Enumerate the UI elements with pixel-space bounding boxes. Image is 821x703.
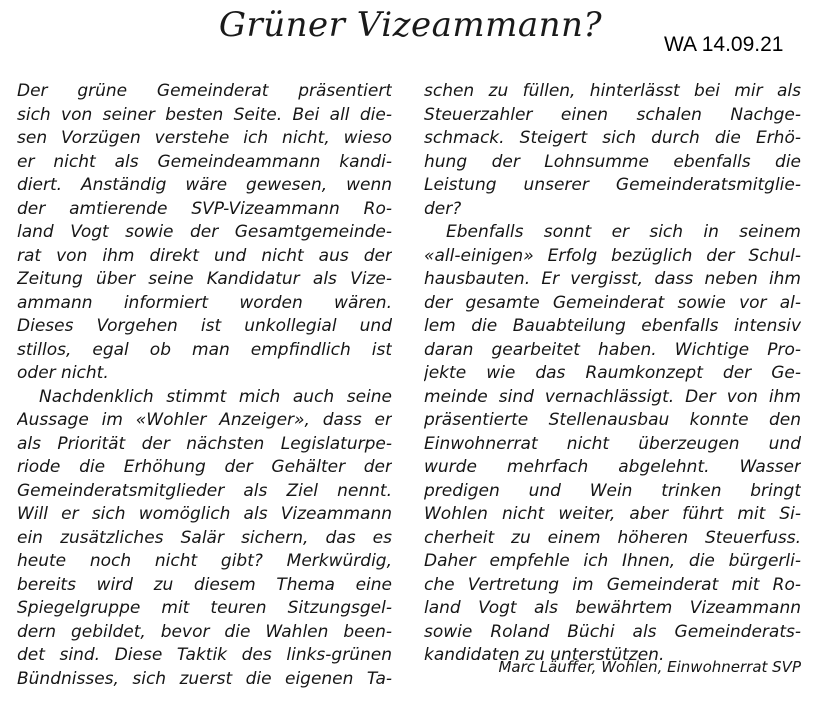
- text-line: rat von ihm direkt und nicht aus der: [17, 245, 392, 266]
- text-line: Spiegelgruppe mit teuren Sitzungsgel-: [17, 598, 392, 618]
- left-column: [17, 80, 392, 691]
- text-line: diert. Anständig wäre gewesen, wenn: [17, 175, 392, 195]
- text-line: Bündnisses, sich zuerst die eigenen Ta-: [17, 668, 392, 689]
- text-line: meinde sind vernachlässigt. Der von ihm: [424, 386, 801, 407]
- text-line: jekte wie das Raumkonzept der Ge-: [424, 363, 801, 383]
- text-line: Einwohnerrat nicht überzeugen und: [424, 433, 801, 454]
- text-line: dern gebildet, bevor die Wahlen been-: [17, 621, 392, 642]
- text-line: land Vogt als bewährtem Vizeammann: [424, 598, 801, 618]
- text-line: der amtierende SVP-Vizeammann Ro-: [17, 198, 392, 219]
- text-line: predigen und Wein trinken bringt: [424, 480, 801, 501]
- text-line: schmack. Steigert sich durch die Erhö-: [424, 128, 801, 148]
- text-line: land Vogt sowie der Gesamtgemeinde-: [17, 222, 392, 242]
- text-line: ein zusätzliches Salär sichern, das es: [17, 527, 392, 548]
- text-line: wurde mehrfach abgelehnt. Wasser: [424, 457, 801, 477]
- text-line: riode die Erhöhung der Gehälter der: [17, 457, 392, 477]
- text-line: der gesamte Gemeinderat sowie vor al-: [424, 292, 801, 313]
- text-line: präsentierte Stellenausbau konnte den: [424, 410, 801, 430]
- text-line: der?: [424, 198, 462, 219]
- text-line: Wohlen nicht weiter, aber führt mit Si-: [424, 504, 801, 524]
- text-line: schen zu füllen, hinterlässt bei mir als: [424, 81, 801, 101]
- text-line: Gemeinderatsmitglieder als Ziel nennt.: [17, 480, 392, 501]
- text-line: Daher empfehle ich Ihnen, die bürgerli-: [424, 551, 801, 571]
- text-line: als Priorität der nächsten Legislaturpe-: [17, 433, 392, 454]
- text-line: stillos, egal ob man empfindlich ist: [17, 339, 392, 360]
- text-line: Dieses Vorgehen ist unkollegial und: [17, 316, 392, 336]
- author-signature: Marc Läuffer, Wohlen, Einwohnerrat SVP: [498, 658, 801, 676]
- text-line: Steuerzahler einen schalen Nachge-: [424, 104, 801, 125]
- text-line: hausbauten. Er vergisst, dass neben ihm: [424, 269, 801, 289]
- text-line: che Vertretung im Gemeinderat mit Ro-: [424, 574, 801, 595]
- text-line: Nachdenklich stimmt mich auch seine: [39, 386, 392, 407]
- text-line: oder nicht.: [17, 363, 109, 383]
- text-line: er nicht als Gemeindeammann kandi-: [17, 151, 392, 172]
- text-line: sen Vorzügen verstehe ich nicht, wieso: [17, 128, 392, 148]
- headline: Grüner Vizeammann?: [218, 5, 603, 45]
- text-line: Der grüne Gemeinderat präsentiert: [17, 81, 392, 101]
- text-line: Aussage im «Wohler Anzeiger», dass er: [17, 410, 392, 430]
- text-line: Ebenfalls sonnt er sich in seinem: [446, 222, 801, 242]
- text-line: Will er sich womöglich als Vizeammann: [17, 504, 392, 524]
- text-line: daran gearbeitet haben. Wichtige Pro-: [424, 339, 801, 360]
- text-line: sowie Roland Büchi als Gemeinderats-: [424, 621, 801, 642]
- text-line: bereits wird zu diesem Thema eine: [17, 574, 392, 595]
- text-line: Zeitung über seine Kandidatur als Vize-: [17, 269, 392, 289]
- text-line: heute noch nicht gibt? Merkwürdig,: [17, 551, 392, 571]
- text-line: det sind. Diese Taktik des links-grünen: [17, 645, 392, 665]
- text-line: lem die Bauabteilung ebenfalls intensiv: [424, 316, 801, 336]
- text-line: ammann informiert worden wären.: [17, 292, 392, 313]
- text-line: kandidaten zu unterstützen.: [424, 645, 665, 665]
- text-line: «all-einigen» Erfolg bezüglich der Schul-: [424, 245, 801, 266]
- source-date-tag: WA 14.09.21: [664, 33, 784, 56]
- right-column: [424, 80, 801, 668]
- text-line: cherheit zu einem höheren Steuerfuss.: [424, 527, 801, 548]
- text-line: sich von seiner besten Seite. Bei all die-: [17, 104, 392, 125]
- text-line: Leistung unserer Gemeinderatsmitglie-: [424, 175, 801, 195]
- text-line: hung der Lohnsumme ebenfalls die: [424, 151, 801, 172]
